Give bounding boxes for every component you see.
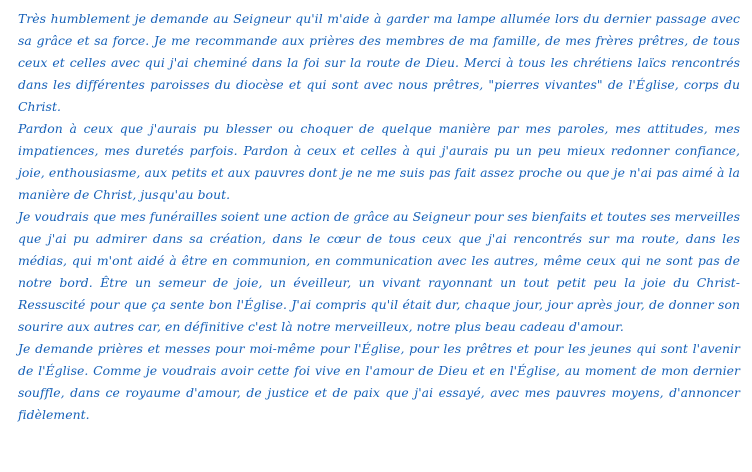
paragraph-2: Pardon à ceux que j'aurais pu blesser ou choquer de quelque manière par mes paroles, mes attitudes, mes impatiences, mes duretés parfois. Pardon à ceux et celles à qui j'aurais pu un peu mieux redonner confiance, joie, enthousiasme, aux petits et aux pauvres dont je ne me suis pas fait assez proche ou que je n'ai pas aimé à la manière de Christ, jusqu'au bout.	[18, 121, 740, 202]
paragraph-4: Je demande prières et messes pour moi-même pour l'Église, pour les prêtres et pour les jeunes qui sont l'avenir de l'Église. Comme je voudrais avoir cette foi vive en l'amour de Dieu et en l'Église, au moment de mon dernier souffle, dans ce royaume d'amour, de justice et de paix que j'ai essayé, avec mes pauvres moyens, d'annoncer fidèlement.	[18, 341, 740, 422]
paragraph-3: Je voudrais que mes funérailles soient une action de grâce au Seigneur pour ses bienfaits et toutes ses merveilles que j'ai pu admirer dans sa création, dans le cœur de tous ceux que j'ai rencontrés sur ma route, dans les médias, qui m'ont aidé à être en communion, en communication avec les autres, même ceux qui ne sont pas de notre bord. Être un semeur de joie, un éveilleur, un vivant rayonnant un tout petit peu la joie du Christ-Ressuscité pour que ça sente bon l'Église. J'ai compris qu'il était dur, chaque jour, jour après jour, de donner son sourire aux autres car, en définitive c'est là notre merveilleux, notre plus beau cadeau d'amour.	[18, 209, 740, 334]
paragraph-1: Très humblement je demande au Seigneur qu'il m'aide à garder ma lampe allumée lors du dernier passage avec sa grâce et sa force. Je me recommande aux prières des membres de ma famille, de mes frères prêtres, de tous ceux et celles avec qui j'ai cheminé dans la foi sur la route de Dieu. Merci à tous les chrétiens laïcs rencontrés dans les différentes paroisses du diocèse et qui sont avec nous prêtres, "pierres vivantes" de l'Église, corps du Christ.	[18, 11, 740, 114]
